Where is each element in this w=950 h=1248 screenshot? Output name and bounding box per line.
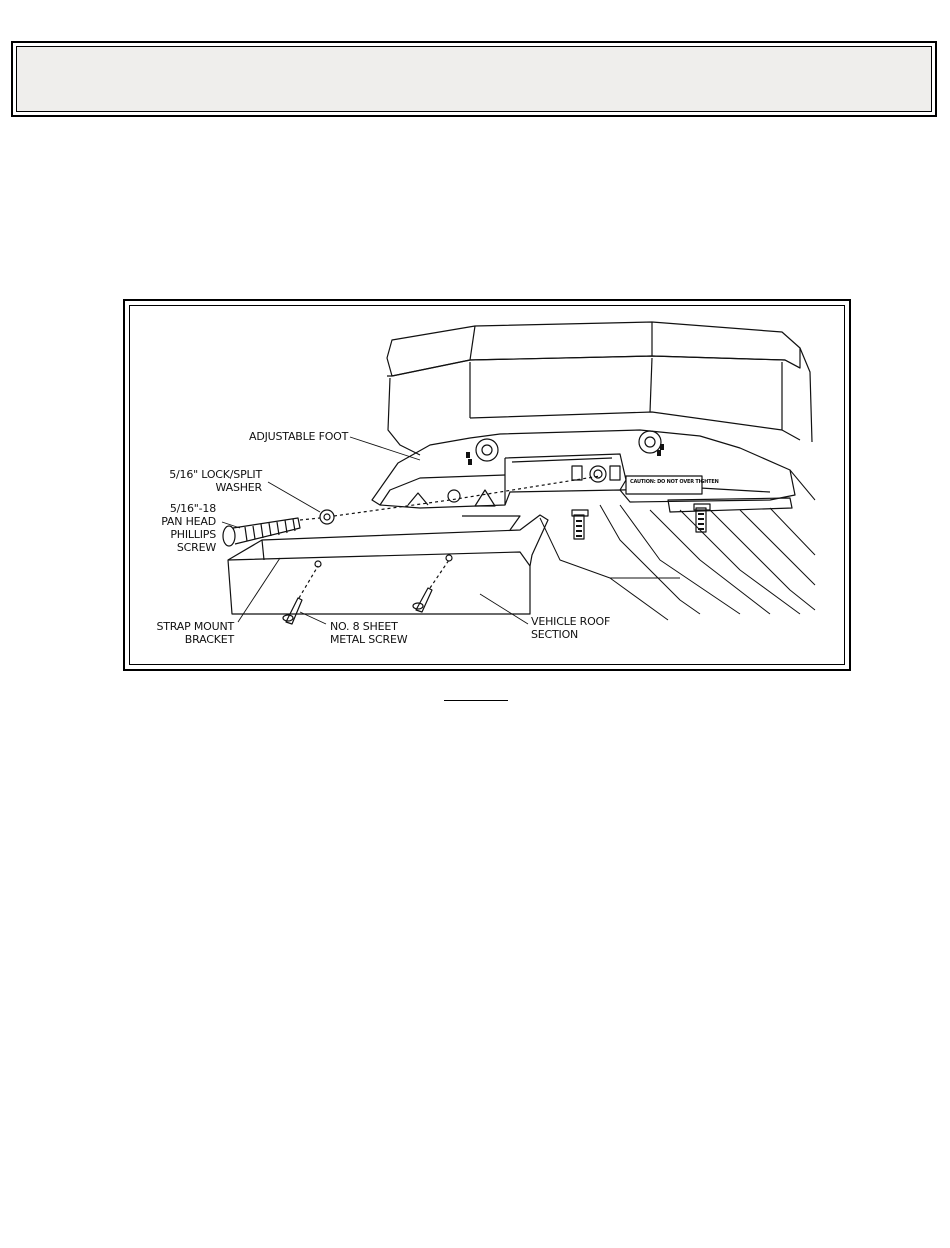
- callout-lock-washer: [168, 468, 262, 494]
- callout-sheet-screw-line1: NO. 8 SHEET: [330, 620, 398, 633]
- callout-sheet-screw-line2: METAL SCREW: [330, 633, 408, 646]
- threaded-studs: [572, 498, 792, 539]
- callout-sheet-metal-screw: [330, 620, 407, 646]
- lock-washer: [320, 510, 334, 524]
- callout-bracket-line2: BRACKET: [184, 633, 234, 646]
- callout-adjustable-foot: ADJUSTABLE FOOT: [249, 430, 349, 443]
- callout-bracket-line1: STRAP MOUNT: [156, 620, 234, 633]
- callout-pan-head-screw: [150, 502, 216, 554]
- callout-roof-line1: VEHICLE ROOF: [531, 615, 611, 628]
- callout-lock-washer-line2: WASHER: [215, 481, 262, 494]
- leader-lines: [222, 437, 528, 624]
- callout-lock-washer-line1: 5/16" LOCK/SPLIT: [169, 468, 262, 481]
- pan-head-screw: [223, 518, 300, 546]
- callout-screw-line2: PAN HEAD: [161, 515, 216, 528]
- decal-label: CAUTION: DO NOT OVER TIGHTEN: [630, 479, 719, 485]
- callout-vehicle-roof-section: [531, 615, 610, 641]
- callout-roof-line2: SECTION: [531, 628, 579, 641]
- callout-screw-line4: SCREW: [176, 541, 216, 554]
- rack-crossbar: [387, 322, 812, 455]
- adjustable-foot: [372, 430, 795, 508]
- callout-strap-mount-bracket: [150, 620, 234, 646]
- callout-screw-line1: 5/16"-18: [169, 502, 216, 515]
- sheet-metal-screws: [283, 588, 432, 624]
- callout-screw-line3: PHILLIPS: [170, 528, 216, 541]
- figure-caption-underline: [444, 700, 508, 701]
